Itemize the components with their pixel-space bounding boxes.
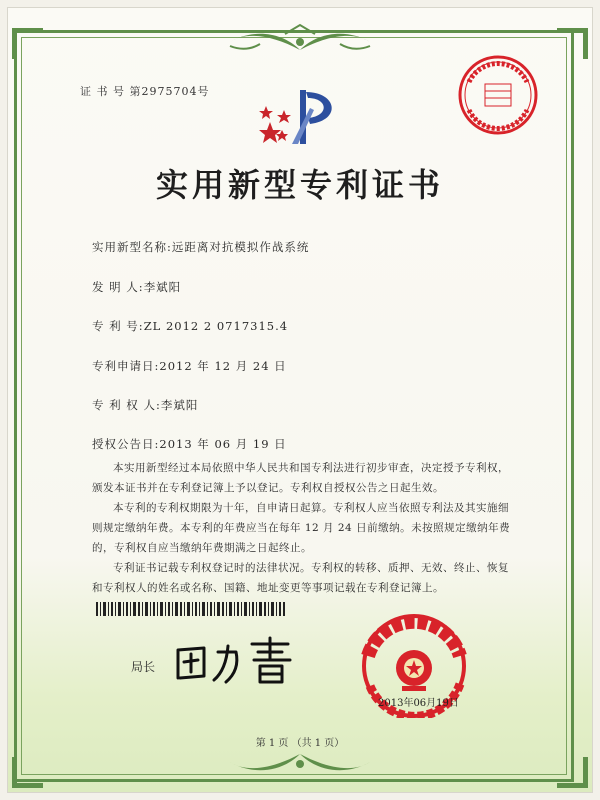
field-value: ZL 2012 2 0717315.4 (143, 319, 289, 333)
field-label: 专 利 权 人: (92, 398, 161, 412)
sipo-logo-icon (252, 86, 362, 146)
corner-ornament (12, 757, 43, 788)
corner-ornament (557, 757, 588, 788)
corner-ornament (557, 28, 588, 59)
page-footer: 第 1 页 （共 1 页） (255, 738, 345, 749)
field-value: 远距离对抗模拟作战系统 (171, 240, 310, 254)
seal-date: 2013年06月19日 (378, 698, 459, 709)
seal-stamp-icon (455, 52, 541, 138)
field-label: 发 明 人: (92, 280, 144, 294)
director-label: 局长 (131, 660, 156, 674)
field-row (92, 239, 309, 255)
signature-icon (170, 630, 300, 690)
body-paragraph: 专利证书记载专利权登记时的法律状况。专利权的转移、质押、无效、终止、恢复和专利权人的姓名或名称、国籍、地址变更等事项记载在专利登记簿上。 (92, 562, 509, 594)
field-label: 实用新型名称: (92, 240, 172, 254)
corner-ornament (12, 28, 43, 59)
certificate-body (92, 458, 512, 598)
barcode-icon (96, 602, 286, 616)
certificate-title: 实用新型专利证书 (155, 166, 444, 204)
field-value: 2013 年 06 月 19 日 (159, 437, 287, 451)
field-row (92, 358, 287, 374)
field-value: 李斌阳 (160, 398, 199, 412)
field-value: 李斌阳 (143, 280, 182, 294)
certificate-number (80, 83, 210, 99)
field-row (92, 436, 287, 452)
body-paragraph: 本专利的专利权期限为十年，自申请日起算。专利权人应当依照专利法及其实施细则规定缴纳年费。本专利的年费应当在每年 12 月 24 日前缴纳。未按照规定缴纳年费的，专利权自应当缴纳年费期满之日起终止。 (92, 502, 511, 554)
field-value: 2012 年 12 月 24 日 (159, 359, 287, 373)
field-row (92, 318, 288, 334)
top-ornament-icon (200, 20, 400, 60)
field-row (92, 397, 198, 413)
certificate-number-label: 证 书 号 (80, 85, 125, 98)
field-label: 专利申请日: (92, 359, 160, 373)
field-label: 专 利 号: (92, 319, 144, 333)
certificate-number-value: 第2975704号 (129, 85, 210, 98)
body-paragraph: 本实用新型经过本局依照中华人民共和国专利法进行初步审查，决定授予专利权，颁发本证书并在专利登记簿上予以登记。专利权自授权公告之日起生效。 (92, 462, 509, 494)
field-row (92, 279, 181, 295)
bottom-ornament-icon (200, 748, 400, 782)
field-label: 授权公告日: (92, 437, 160, 451)
